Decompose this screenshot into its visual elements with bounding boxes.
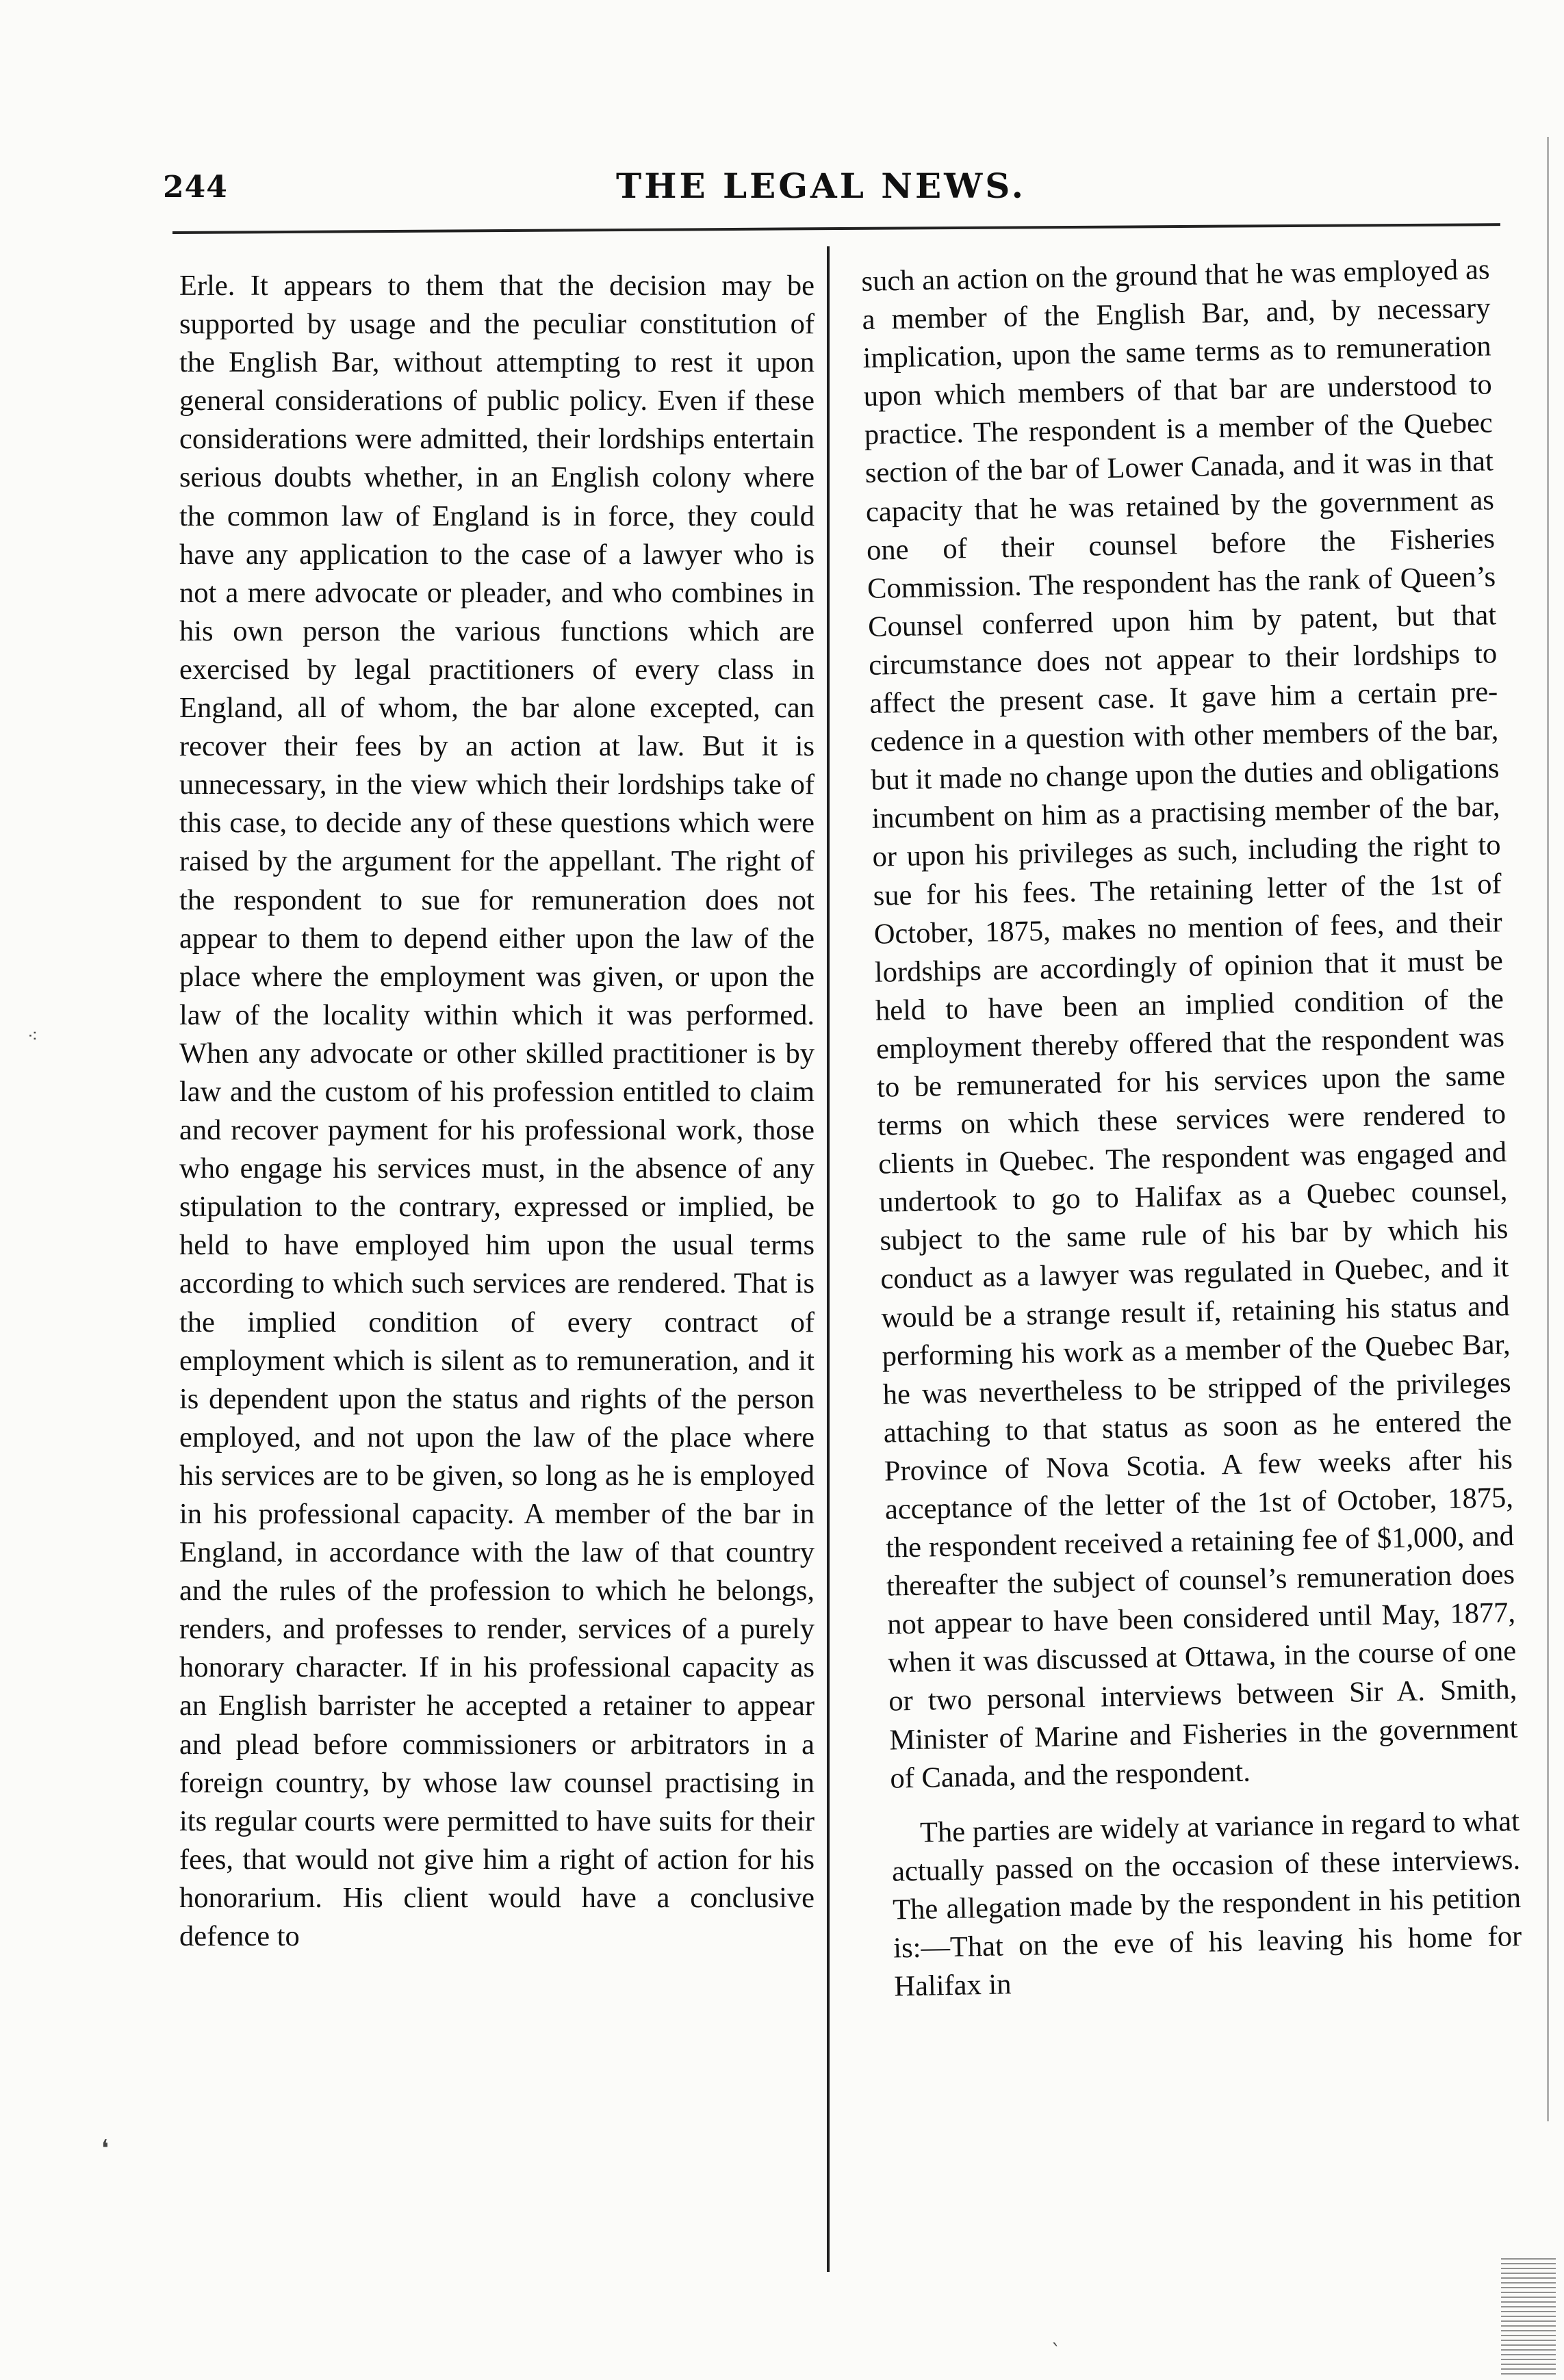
page-number: 244 <box>163 170 228 205</box>
right-column-paragraph-2: The parties are widely at variance in regard to what actually passed on the occasion of these interviews. The allegation made by the respondent in his petition is:—That on the eve of his leaving his home for Halifax in <box>891 1805 1522 2003</box>
left-column <box>179 267 815 1956</box>
right-column <box>861 250 1523 2006</box>
page-edge-marks <box>1501 2258 1556 2375</box>
margin-speck: ❛ <box>101 2135 109 2162</box>
page-edge-line <box>1547 137 1549 2121</box>
margin-speck: ⁖ <box>27 1026 38 1047</box>
header-rule <box>172 223 1500 234</box>
left-column-paragraph: Erle. It appears to them that the decision may be supported by usage and the peculiar constitution of the English Bar, without attempting to rest it upon general considerations of public policy. Even if these considerations were admitted, their lordships entertain serious doubts whether, in an English colony where the common law of England is in force, they could have any application to the case of a lawyer who is not a mere advocate or pleader, and who combines in his own person the various functions which are exercised by legal practitioners of every class in England, all of whom, the bar alone excepted, can recover their fees by an action at law. But it is unnecessary, in the view which their lordships take of this case, to decide any of these questions which were raised by the argument for the appellant. The right of the respondent to sue for remuneration does not appear to them to depend either upon the law of the place where the employment was given, or upon the law of the locality within which it was performed. When any advocate or other skilled practitioner is by law and the custom of his profession entitled to claim and recover payment for his professional work, those who engage his services must, in the absence of any stipulation to the contrary, expressed or implied, be held to have employed him upon the usual terms according to which such services are rendered. That is the implied condition of every contract of employment which is silent as to remuneration, and it is dependent upon the status and rights of the person employed, and not upon the law of the place where his services are to be given, so long as he is employed in his professional capacity. A member of the bar in England, in accordance with the law of that country and the rules of the profession to which he belongs, renders, and professes to render, services of a purely honorary character. If in his professional capacity as an English barrister he accepted a retainer to appear and plead before commissioners or arbitrators in a foreign country, by whose law counsel practising in its regular courts were permitted to have suits for their fees, that would not give him a right of action for his honorarium. His client would have a conclusive defence to <box>179 270 815 1953</box>
margin-speck: ˋ <box>1051 2340 1061 2363</box>
column-divider <box>827 246 830 2272</box>
right-column-paragraph-1: such an action on the ground that he was employed as a member of the English Bar, and, by necessary implication, upon the same terms as to remuneration upon which members of that bar are understood to practice. The respondent is a member of the Quebec section of the bar of Lower Canada, and it was in that capacity that he was retained by the government as one of their counsel before the Fisheries Commission. The respondent has the rank of Queen’s Counsel conferred upon him by patent, but that circumstance does not appear to their lordships to affect the present case. It gave him a certain precedence in a question with other members of the bar, but it made no change upon the duties and obligations incumbent on him as a practising member of the bar, or upon his privileges as such, including the right to sue for his fees. The retaining letter of the 1st of October, 1875, makes no mention of fees, and their lordships are accordingly of opinion that it must be held to have been an implied condition of the employment thereby offered that the respondent was to be remunerated for his services upon the same terms on which these services were rendered to clients in Quebec. The respondent was engaged and undertook to go to Halifax as a Quebec counsel, subject to the same rule of his bar by which his conduct as a lawyer was regulated in Quebec, and it would be a strange result if, retaining his status and performing his work as a member of the Quebec Bar, he was nevertheless to be stripped of the privileges attaching to that status as soon as he entered the Province of Nova Scotia. A few weeks after his acceptance of the letter of the 1st of October, 1875, the respondent received a retaining fee of $1,000, and thereafter the subject of counsel’s remuneration does not appear to have been considered until May, 1877, when it was discussed at Ottawa, in the course of one or two personal interviews between Sir A. Smith, Minister of Marine and Fisheries in the government of Canada, and the respondent. <box>861 253 1518 1795</box>
running-title: THE LEGAL NEWS. <box>616 166 1026 206</box>
